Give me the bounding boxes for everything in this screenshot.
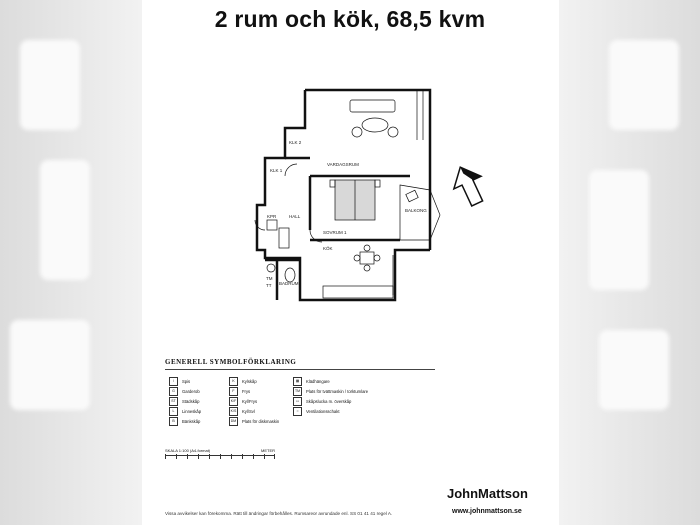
legend-item: TM Plats för tvättmaskin / torktumlare	[294, 388, 369, 394]
brand-logo: JohnMattson	[447, 486, 528, 501]
legend-item: ▦ Klädhängare	[293, 376, 368, 386]
disclaimer-text: Vissa avvikelser kan förekomma. Rätt till ändringar förbehålles. Rumsareor avrundade enl. SS 01 41 41 regel A.	[165, 511, 393, 516]
legend-item: B Bänkskåp	[169, 416, 201, 426]
legend-item: L Linneskåp	[169, 406, 201, 416]
legend-item: / Spis	[169, 376, 201, 386]
background-left	[0, 0, 142, 525]
legend-item: DM Plats för diskmaskin	[230, 418, 280, 424]
room-label-vardagsrum: VARDAGSRUM	[327, 162, 359, 167]
room-label-hall: HALL	[289, 214, 301, 219]
legend-item: G Garderob	[169, 386, 201, 396]
legend-column-2	[229, 376, 279, 426]
room-label-kpr: KPR	[267, 214, 277, 219]
background-right	[559, 0, 700, 525]
legend-column-1	[169, 376, 201, 426]
legend-item: F Frys	[229, 386, 279, 396]
legend-item: K/S Kyl/Svl	[230, 408, 255, 414]
room-label-balkong: BALKONG	[405, 208, 427, 213]
legend-column-3	[293, 376, 368, 416]
page-title: 2 rum och kök, 68,5 kvm	[214, 6, 486, 32]
room-label-sovrum: SOVRUM 1	[323, 230, 347, 235]
legend-item: ○ Ventilationsschakt	[293, 406, 368, 416]
scale-bar	[165, 448, 275, 464]
legend-item: ▭ Skåpslucka m. överskåp	[293, 396, 368, 406]
legend-heading: GENERELL SYMBOLFÖRKLARING	[165, 358, 435, 370]
scale-unit: METER	[261, 448, 275, 453]
room-label-tt: TT	[266, 283, 272, 288]
website-link[interactable]: www.johnmattson.se	[452, 508, 522, 515]
room-label-klk1: KLK 1	[270, 168, 283, 173]
room-label-badrum: BADRUM	[279, 281, 299, 286]
legend-item: K Kylskåp	[229, 376, 279, 386]
room-label-tm: TM	[266, 276, 273, 281]
legend-item: ST Städskåp	[169, 396, 201, 406]
room-label-klk2: KLK 2	[289, 140, 302, 145]
scale-label: SKALA 1:100 (A4-format)	[165, 448, 211, 453]
room-label-kok: KÖK	[323, 246, 333, 251]
north-arrow-icon	[445, 160, 495, 215]
floor-plan	[235, 80, 445, 310]
symbol-legend	[165, 358, 465, 424]
legend-item: K/F Kyl/Frys	[230, 398, 258, 404]
